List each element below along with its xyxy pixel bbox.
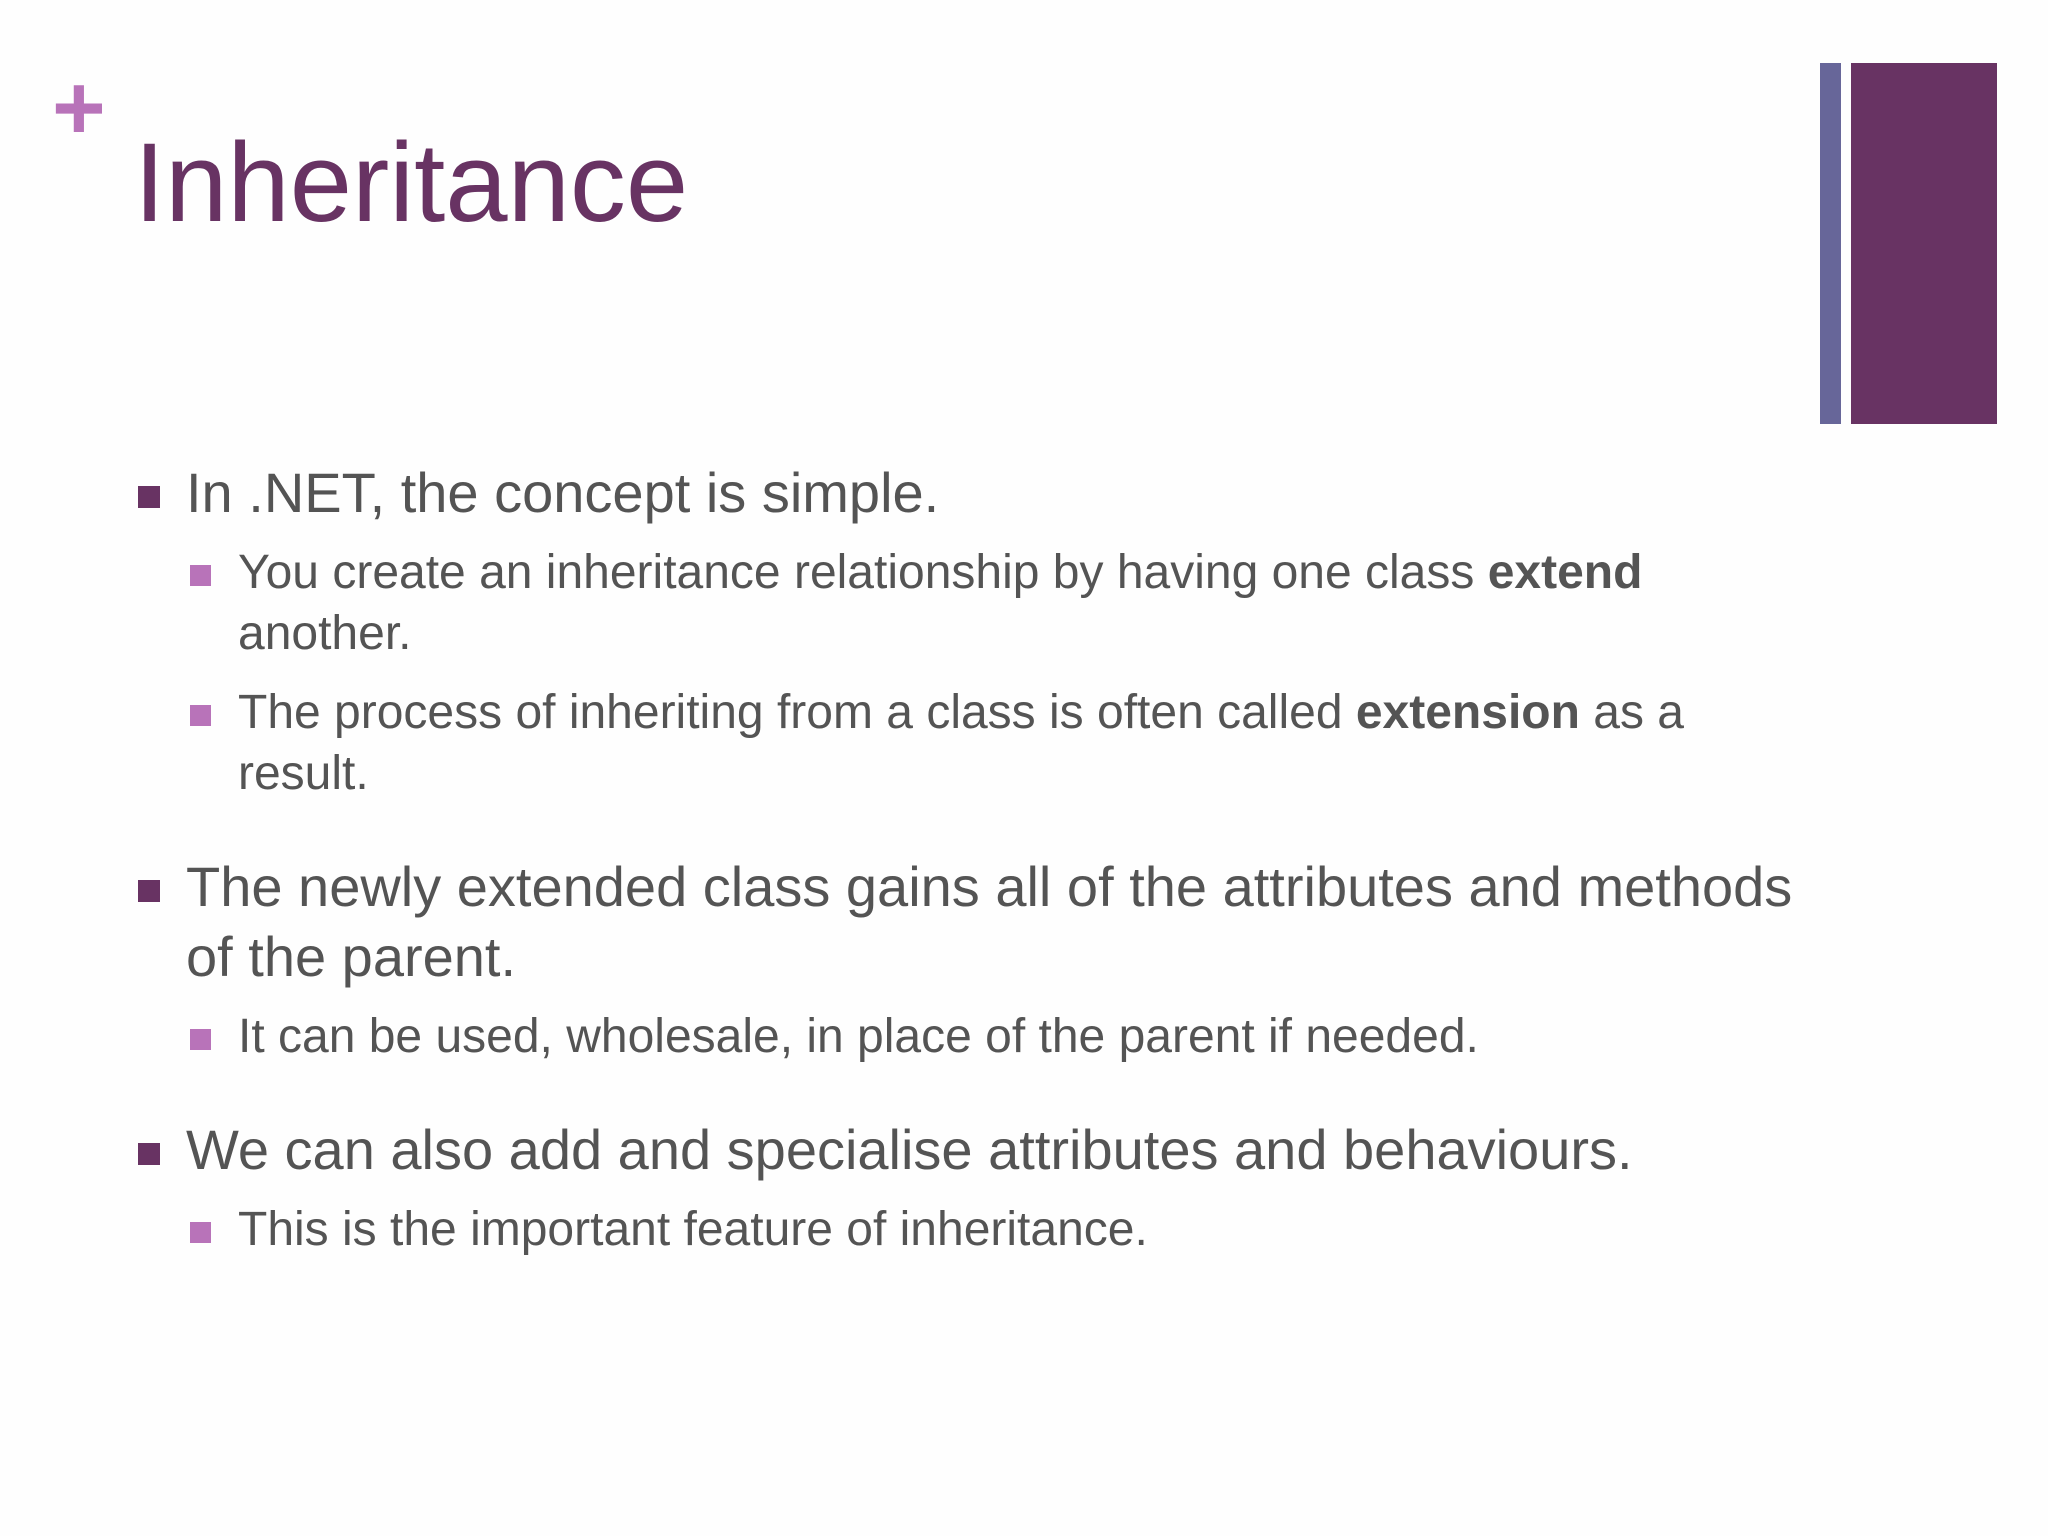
sub-bullet-item [186, 1199, 1814, 1260]
square-bullet-icon [190, 565, 211, 586]
sub-bullet-text: You create an inheritance relationship by having one class extend another. [238, 546, 1643, 660]
decorative-bar-thin [1820, 63, 1841, 424]
bold-term: extend [1487, 546, 1643, 599]
sub-bullet-item [186, 1006, 1814, 1067]
square-bullet-icon [138, 880, 160, 902]
decorative-bar-wide [1851, 63, 1997, 424]
bullet-item [134, 1115, 1814, 1185]
square-bullet-icon [190, 705, 211, 726]
bullet-text: The newly extended class gains all of the attributes and methods of the parent. [186, 855, 1793, 988]
sub-bullet-text: This is the important feature of inheritance. [238, 1203, 1148, 1256]
bullet-item [134, 458, 1814, 528]
square-bullet-icon [138, 1143, 160, 1165]
sub-bullet-item [186, 542, 1814, 664]
slide-title: Inheritance [134, 120, 689, 245]
bold-term: extension [1355, 686, 1580, 739]
bullet-item [134, 852, 1814, 992]
square-bullet-icon [190, 1029, 211, 1050]
bullet-text: In .NET, the concept is simple. [186, 461, 940, 524]
square-bullet-icon [190, 1222, 211, 1243]
square-bullet-icon [138, 486, 160, 508]
bullet-text: We can also add and specialise attributes and behaviours. [186, 1118, 1633, 1181]
sub-bullet-text: The process of inheriting from a class is often called extension as a result. [238, 686, 1684, 800]
sub-bullet-text: It can be used, wholesale, in place of the parent if needed. [238, 1010, 1479, 1063]
bullet-list [134, 458, 1814, 1260]
plus-icon: + [52, 57, 106, 159]
sub-bullet-item [186, 682, 1814, 804]
